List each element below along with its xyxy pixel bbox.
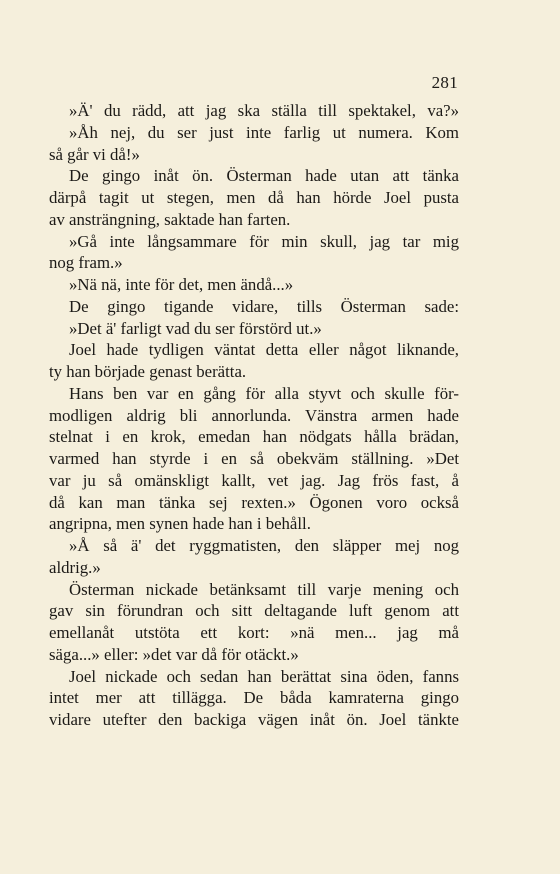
text-line: emellanåt utstöta ett kort: »nä men... jag må [49, 623, 459, 642]
text-line: av ansträngning, saktade han farten. [49, 209, 291, 229]
page-number: 281 [431, 73, 458, 92]
text-line: stelnat i en krok, emedan han nödgats hålla brädan, [49, 427, 459, 447]
text-line: var ju så omänskligt kallt, vet jag. Jag frös fast, å [49, 470, 459, 490]
text-line: »Det ä' farligt vad du ser förstörd ut.» [69, 318, 322, 338]
text-line: så går vi då!» [49, 144, 140, 164]
text-line: gav sin förundran och sitt deltagande luft genom att [49, 601, 459, 621]
text-line: då kan man tänka sej rexten.» Ögonen voro också [49, 492, 459, 512]
text-line: aldrig.» [49, 557, 101, 577]
text-line: Hans ben var en gång för alla styvt och skulle för- [69, 383, 459, 403]
text-line: Joel nickade och sedan han berättat sina öden, fanns [69, 666, 459, 686]
text-line: varmed han styrde i en så obekväm ställning. »Det [49, 449, 459, 468]
text-line: Joel hade tydligen väntat detta eller något liknande, [69, 340, 459, 360]
text-line: Österman nickade betänksamt till varje mening och [69, 579, 459, 599]
text-line: De gingo inåt ön. Österman hade utan att tänka [69, 166, 459, 186]
body-text [49, 100, 459, 731]
text-line: »Å så ä' det ryggmatisten, den släpper mej nog [69, 536, 459, 555]
text-line: därpå tagit ut stegen, men då han hörde Joel pusta [49, 188, 459, 207]
text-line: nog fram.» [49, 253, 123, 273]
text-line: angripna, men synen hade han i behåll. [49, 514, 311, 534]
text-line: intet mer att tillägga. De båda kamraterna gingo [49, 688, 459, 708]
text-line: »Nä nä, inte för det, men ändå...» [69, 275, 294, 294]
text-line: De gingo tigande vidare, tills Österman sade: [69, 296, 459, 316]
text-line: säga...» eller: »det var då för otäckt.» [49, 644, 299, 664]
text-line: vidare utefter den backiga vägen inåt ön. Joel tänkte [49, 710, 459, 729]
text-line: »Gå inte långsammare för min skull, jag tar mig [69, 231, 459, 251]
text-line: »Åh nej, du ser just inte farlig ut numera. Kom [69, 122, 459, 142]
text-line: ty han började genast berätta. [49, 362, 247, 381]
text-line: modligen aldrig bli annorlunda. Vänstra armen hade [49, 405, 459, 425]
text-line: »Ä' du rädd, att jag ska ställa till spektakel, va?» [69, 101, 459, 120]
